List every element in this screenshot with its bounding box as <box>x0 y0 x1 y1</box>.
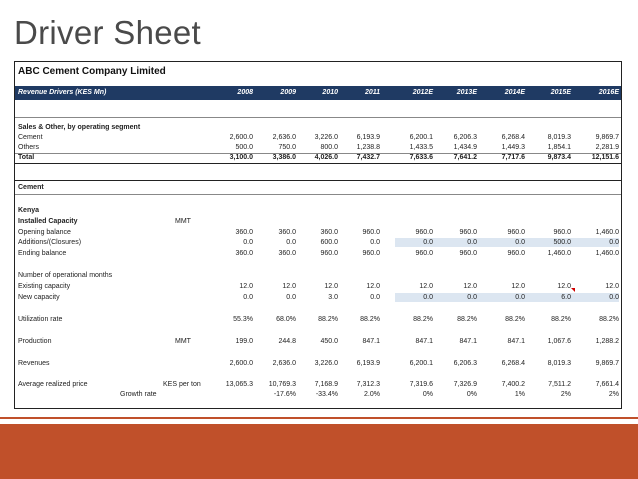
year-header: 2010 <box>322 89 338 96</box>
new-capacity-row-label: New capacity <box>18 294 60 301</box>
opening-balance-row-value: 960.0 <box>459 229 477 236</box>
growth-rate-value: 0% <box>422 391 433 398</box>
ending-balance-row-value: 960.0 <box>459 250 477 257</box>
year-header: 2016E <box>598 89 619 96</box>
production-row-value: 847.1 <box>459 338 477 345</box>
revenues-row-value: 3,226.0 <box>314 360 338 367</box>
revenues-row-label: Revenues <box>18 360 50 367</box>
sales-cement-row-value: 2,600.0 <box>229 134 253 141</box>
revenues-row-value: 2,600.0 <box>229 360 253 367</box>
additions-row-value: 0.0 <box>515 239 525 246</box>
year-header: 2015E <box>550 89 571 96</box>
price-row-value: 7,312.3 <box>356 381 380 388</box>
opening-balance-row-value: 960.0 <box>415 229 433 236</box>
year-header: 2011 <box>364 89 380 96</box>
existing-capacity-row-value: 12.0 <box>605 283 619 290</box>
sales-others-row-value: 2,281.9 <box>595 144 619 151</box>
sales-total-row-value: 4,026.0 <box>314 154 338 161</box>
comment-marker-icon <box>571 288 575 292</box>
price-row-value: 7,319.6 <box>409 381 433 388</box>
ending-balance-row-value: 360.0 <box>235 250 253 257</box>
sales-cement-row-value: 3,226.0 <box>314 134 338 141</box>
new-capacity-row-value: 0.0 <box>286 294 296 301</box>
company-name: ABC Cement Company Limited <box>18 66 166 77</box>
production-row-value: 847.1 <box>415 338 433 345</box>
utilization-row-value: 88.2% <box>505 316 525 323</box>
cement-section-label: Cement <box>18 184 44 191</box>
opening-balance-row-value: 960.0 <box>362 229 380 236</box>
ending-balance-row-value: 960.0 <box>320 250 338 257</box>
sales-total-row-value: 12,151.6 <box>591 154 619 161</box>
existing-capacity-row-value: 12.0 <box>324 283 338 290</box>
additions-row-value: 0.0 <box>370 239 380 246</box>
revenues-row-value: 6,268.4 <box>501 360 525 367</box>
sales-cement-row-value: 9,869.7 <box>595 134 619 141</box>
sales-others-row-value: 500.0 <box>235 144 253 151</box>
additions-row-value: 0.0 <box>423 239 433 246</box>
production-unit: MMT <box>175 338 191 345</box>
sales-cement-row-value: 2,636.0 <box>272 134 296 141</box>
production-row-value: 847.1 <box>362 338 380 345</box>
driver-sheet-table <box>14 61 622 409</box>
year-header: 2009 <box>280 89 296 96</box>
utilization-row-value: 68.0% <box>276 316 296 323</box>
utilization-row-value: 88.2% <box>457 316 477 323</box>
utilization-row-value: 55.3% <box>233 316 253 323</box>
sales-total-row-value: 7,633.6 <box>409 154 433 161</box>
capacity-unit: MMT <box>175 218 191 225</box>
production-row-value: 1,288.2 <box>595 338 619 345</box>
price-row-value: 13,065.3 <box>225 381 253 388</box>
new-capacity-row-value: 3.0 <box>328 294 338 301</box>
sales-total-row-value: 3,100.0 <box>229 154 253 161</box>
sales-total-row-value: 3,386.0 <box>272 154 296 161</box>
sales-others-row-value: 1,449.3 <box>501 144 525 151</box>
opening-balance-row-value: 960.0 <box>553 229 571 236</box>
ending-balance-row-value: 1,460.0 <box>547 250 571 257</box>
growth-rate-value: 2% <box>560 391 571 398</box>
ending-balance-row-value: 960.0 <box>415 250 433 257</box>
price-row-value: 7,400.2 <box>501 381 525 388</box>
utilization-row-value: 88.2% <box>318 316 338 323</box>
production-row-label: Production <box>18 338 52 345</box>
opening-balance-row-value: 360.0 <box>320 229 338 236</box>
additions-row-value: 0.0 <box>467 239 477 246</box>
months-label: Number of operational months <box>18 272 113 279</box>
opening-balance-row-value: 960.0 <box>507 229 525 236</box>
sales-cement-row-value: 6,193.9 <box>356 134 380 141</box>
existing-capacity-row-value: 12.0 <box>463 283 477 290</box>
existing-capacity-row-label: Existing capacity <box>18 283 71 290</box>
year-header: 2008 <box>237 89 253 96</box>
growth-rate-value: -17.6% <box>273 391 296 398</box>
year-header: 2014E <box>504 89 525 96</box>
growth-rate-value: 1% <box>514 391 525 398</box>
sales-others-row-value: 800.0 <box>320 144 338 151</box>
new-capacity-row-value: 0.0 <box>515 294 525 301</box>
sales-cement-row-label: Cement <box>18 134 43 141</box>
new-capacity-row-value: 0.0 <box>243 294 253 301</box>
sales-others-row-value: 1,434.9 <box>453 144 477 151</box>
revenues-row-value: 6,200.1 <box>409 360 433 367</box>
utilization-row-value: 88.2% <box>599 316 619 323</box>
new-capacity-row-value: 0.0 <box>423 294 433 301</box>
additions-row-value: 0.0 <box>243 239 253 246</box>
revenues-row-value: 6,193.9 <box>356 360 380 367</box>
sales-total-row-value: 7,717.6 <box>501 154 525 161</box>
growth-rate-label: Growth rate <box>120 391 157 398</box>
production-row-value: 199.0 <box>235 338 253 345</box>
revenues-row-value: 6,206.3 <box>453 360 477 367</box>
existing-capacity-row-value: 12.0 <box>366 283 380 290</box>
additions-row-value: 500.0 <box>553 239 571 246</box>
production-row-value: 450.0 <box>320 338 338 345</box>
sales-cement-row-value: 6,200.1 <box>409 134 433 141</box>
year-header: 2012E <box>412 89 433 96</box>
sales-total-row-value: 7,432.7 <box>356 154 380 161</box>
additions-row-label: Additions/(Closures) <box>18 239 82 246</box>
sales-total-row-value: 9,873.4 <box>547 154 571 161</box>
utilization-row-value: 88.2% <box>360 316 380 323</box>
ending-balance-row-value: 1,460.0 <box>595 250 619 257</box>
additions-row-value: 0.0 <box>609 239 619 246</box>
growth-rate-value: -33.4% <box>315 391 338 398</box>
price-row-value: 7,326.9 <box>453 381 477 388</box>
sales-others-row-value: 1,854.1 <box>547 144 571 151</box>
new-capacity-row-value: 6.0 <box>561 294 571 301</box>
year-header: 2013E <box>456 89 477 96</box>
production-row-value: 244.8 <box>278 338 296 345</box>
utilization-row-value: 88.2% <box>413 316 433 323</box>
separator-line <box>15 117 621 118</box>
utilization-row-value: 88.2% <box>551 316 571 323</box>
new-capacity-row-value: 0.0 <box>467 294 477 301</box>
existing-capacity-row-value: 12.0 <box>557 283 571 290</box>
new-capacity-row-value: 0.0 <box>370 294 380 301</box>
separator-line <box>15 194 621 195</box>
price-row-value: 7,661.4 <box>595 381 619 388</box>
sales-others-row-value: 750.0 <box>278 144 296 151</box>
existing-capacity-row-value: 12.0 <box>511 283 525 290</box>
header-label: Revenue Drivers (KES Mn) <box>18 89 107 96</box>
growth-rate-value: 0% <box>466 391 477 398</box>
revenues-row-value: 2,636.0 <box>272 360 296 367</box>
sales-cement-row-value: 6,268.4 <box>501 134 525 141</box>
existing-capacity-row-value: 12.0 <box>419 283 433 290</box>
separator-line <box>15 180 621 181</box>
price-row-label: Average realized price <box>18 381 88 388</box>
revenues-row-value: 9,869.7 <box>595 360 619 367</box>
price-row-value: 10,769.3 <box>268 381 296 388</box>
price-unit: KES per ton <box>163 381 201 388</box>
existing-capacity-row-value: 12.0 <box>282 283 296 290</box>
ending-balance-row-value: 360.0 <box>278 250 296 257</box>
opening-balance-row-value: 1,460.0 <box>595 229 619 236</box>
ending-balance-row-value: 960.0 <box>362 250 380 257</box>
sales-cement-row-value: 6,206.3 <box>453 134 477 141</box>
sales-cement-row-value: 8,019.3 <box>547 134 571 141</box>
sales-total-row-label: Total <box>18 154 35 161</box>
sales-section-label: Sales & Other, by operating segment <box>18 124 141 131</box>
slide-title: Driver Sheet <box>14 14 202 51</box>
opening-balance-row-value: 360.0 <box>278 229 296 236</box>
utilization-row-label: Utilization rate <box>18 316 63 323</box>
sales-others-row-label: Others <box>18 144 40 151</box>
region-label: Kenya <box>18 207 40 214</box>
separator-line <box>15 163 621 164</box>
sales-others-row-value: 1,433.5 <box>409 144 433 151</box>
growth-rate-value: 2% <box>608 391 619 398</box>
footer-band <box>0 424 638 479</box>
ending-balance-row-value: 960.0 <box>507 250 525 257</box>
additions-row-value: 600.0 <box>320 239 338 246</box>
price-row-value: 7,511.2 <box>548 381 571 388</box>
footer-line <box>0 417 638 419</box>
production-row-value: 1,067.6 <box>547 338 571 345</box>
production-row-value: 847.1 <box>507 338 525 345</box>
opening-balance-row-label: Opening balance <box>18 229 71 236</box>
growth-rate-value: 2.0% <box>364 391 380 398</box>
sales-others-row-value: 1,238.8 <box>356 144 380 151</box>
ending-balance-row-label: Ending balance <box>18 250 67 257</box>
price-row-value: 7,168.9 <box>314 381 338 388</box>
revenues-row-value: 8,019.3 <box>547 360 571 367</box>
capacity-label: Installed Capacity <box>18 218 78 225</box>
additions-row-value: 0.0 <box>286 239 296 246</box>
new-capacity-row-value: 0.0 <box>609 294 619 301</box>
opening-balance-row-value: 360.0 <box>235 229 253 236</box>
existing-capacity-row-value: 12.0 <box>239 283 253 290</box>
sales-total-row-value: 7,641.2 <box>453 154 477 161</box>
